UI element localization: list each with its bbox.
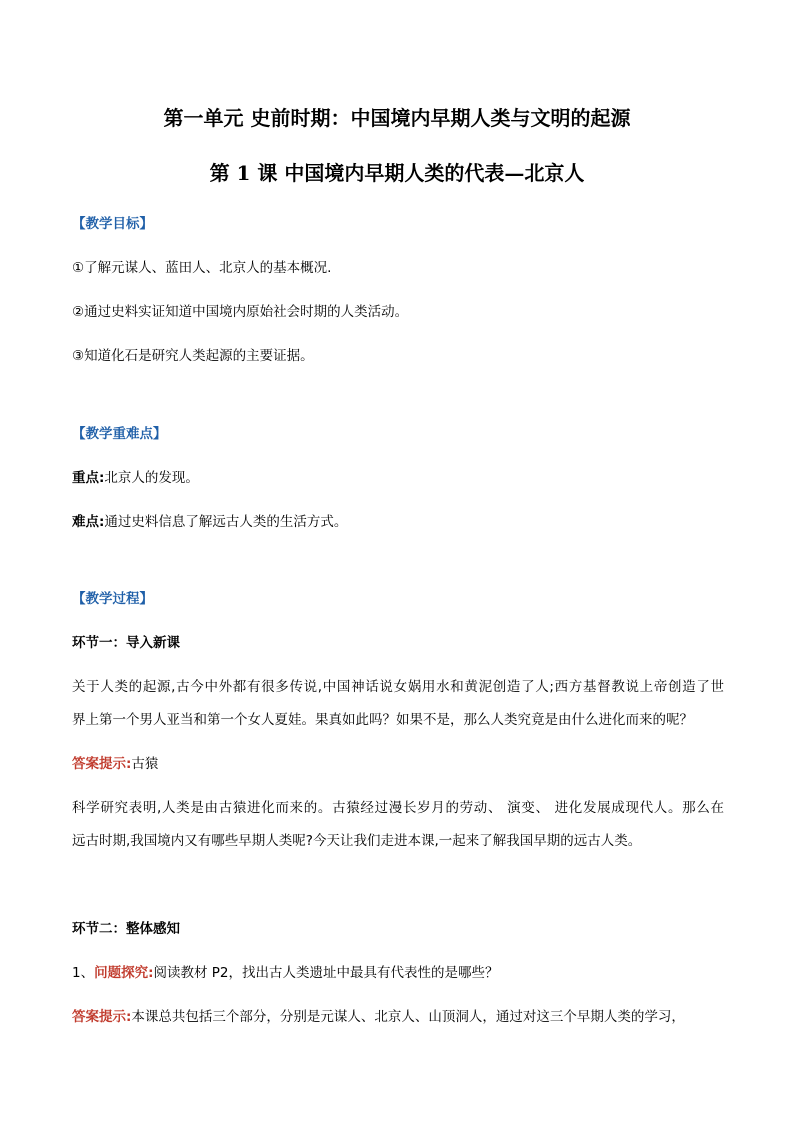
focus-label: 重点: [72,470,105,486]
answer-2-text: 本课总共包括三个部分，分别是元谋人、北京人、山顶洞人，通过对这三个早期人类的学习， [131,1009,685,1025]
question-1-text: 阅读教材 P2，找出古人类遗址中最具有代表性的是哪些？ [153,965,499,981]
process-heading: 【教学过程】 [72,591,153,607]
answer-1-label: 答案提示: [72,756,132,772]
answer-2-line [72,1008,685,1026]
objective-item-2: ②通过史料实证知道中国境内原始社会时期的人类活动。 [72,304,409,320]
focus-text: 北京人的发现。 [104,470,199,486]
difficulty-label: 难点: [72,514,105,530]
step1-title: 环节一：导入新课 [72,635,180,651]
lesson-title: 第 1 课 中国境内早期人类的代表—北京人 [209,161,585,185]
key-points-heading: 【教学重难点】 [72,426,167,442]
question-1-prefix: 1、 [72,965,95,981]
step2-title: 环节二：整体感知 [72,921,180,937]
paragraph-2-line-1: 科学研究表明,人类是由古猿进化而来的。古猿经过漫长岁月的劳动、 演变、 进化发展成现代人。那么在 [72,800,724,816]
focus-line [72,469,199,487]
answer-1-line [72,755,158,773]
question-1-label: 问题探究: [94,965,154,981]
answer-2-label: 答案提示: [72,1009,132,1025]
question-1-line [72,964,499,982]
objective-item-3: ③知道化石是研究人类起源的主要证据。 [72,348,314,364]
difficulty-line [72,513,347,531]
answer-1-text: 古猿 [131,756,159,772]
step1-paragraph-line-1: 关于人类的起源,古今中外都有很多传说,中国神话说女娲用水和黄泥创造了人;西方基督教说上帝创造了世 [72,679,724,695]
unit-title: 第一单元 史前时期：中国境内早期人类与文明的起源 [163,106,631,130]
difficulty-text: 通过史料信息了解远古人类的生活方式。 [104,514,348,530]
objective-item-1: ①了解元谋人、蓝田人、北京人的基本概况. [72,260,332,276]
objectives-heading: 【教学目标】 [72,216,153,232]
paragraph-2-line-2: 远古时期,我国境内又有哪些早期人类呢?今天让我们走进本课,一起来了解我国早期的远古人类。 [72,833,642,849]
step1-paragraph-line-2: 界上第一个男人亚当和第一个女人夏娃。果真如此吗？如果不是，那么人类究竟是由什么进化而来的呢？ [72,712,693,728]
